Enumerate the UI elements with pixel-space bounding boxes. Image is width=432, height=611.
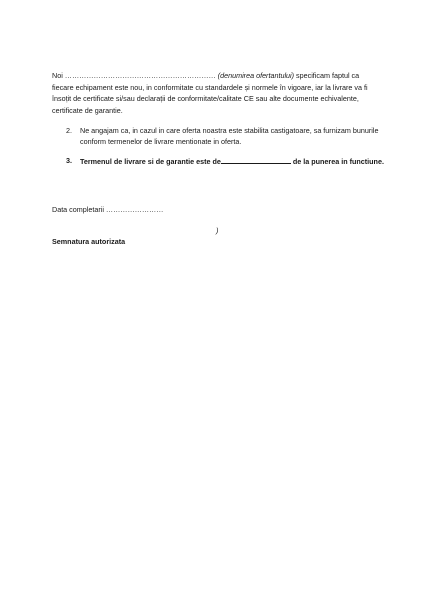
declaration-prefix: Noi ……………………………………………………… (52, 71, 218, 80)
bidder-name-placeholder: (denumirea ofertantului) (217, 71, 295, 80)
completion-date: Data completarii …………………… (52, 205, 164, 214)
declaration-paragraph (52, 70, 382, 116)
authorized-signature-label: Semnatura autorizata (52, 237, 126, 246)
list-item-2-number: 2. (66, 126, 72, 135)
list-item-2-text: Ne angajam ca, in cazul in care oferta noastra este stabilita castigatoare, sa furnizam bunurile conform termenelor de livrare mentionate in oferta. (80, 126, 379, 146)
list-item-3-text (80, 156, 384, 167)
delivery-term-label: Termenul de livrare si de garantie este de (80, 157, 221, 166)
declaration-suffix: specificam faptul ca fiecare echipament este nou, in conformitate cu standardele și normele în vigoare, iar la livrare va fi însoțit de certificate si/sau declarații de conformitate/calitate CE sau alte documente echivalente, certificate de garantie. (52, 71, 368, 115)
delivery-term-suffix: de la punerea in functiune. (290, 157, 384, 166)
closing-parenthesis: ) (216, 226, 219, 235)
list-item-3-number: 3. (66, 156, 72, 165)
delivery-term-blank (221, 156, 291, 164)
